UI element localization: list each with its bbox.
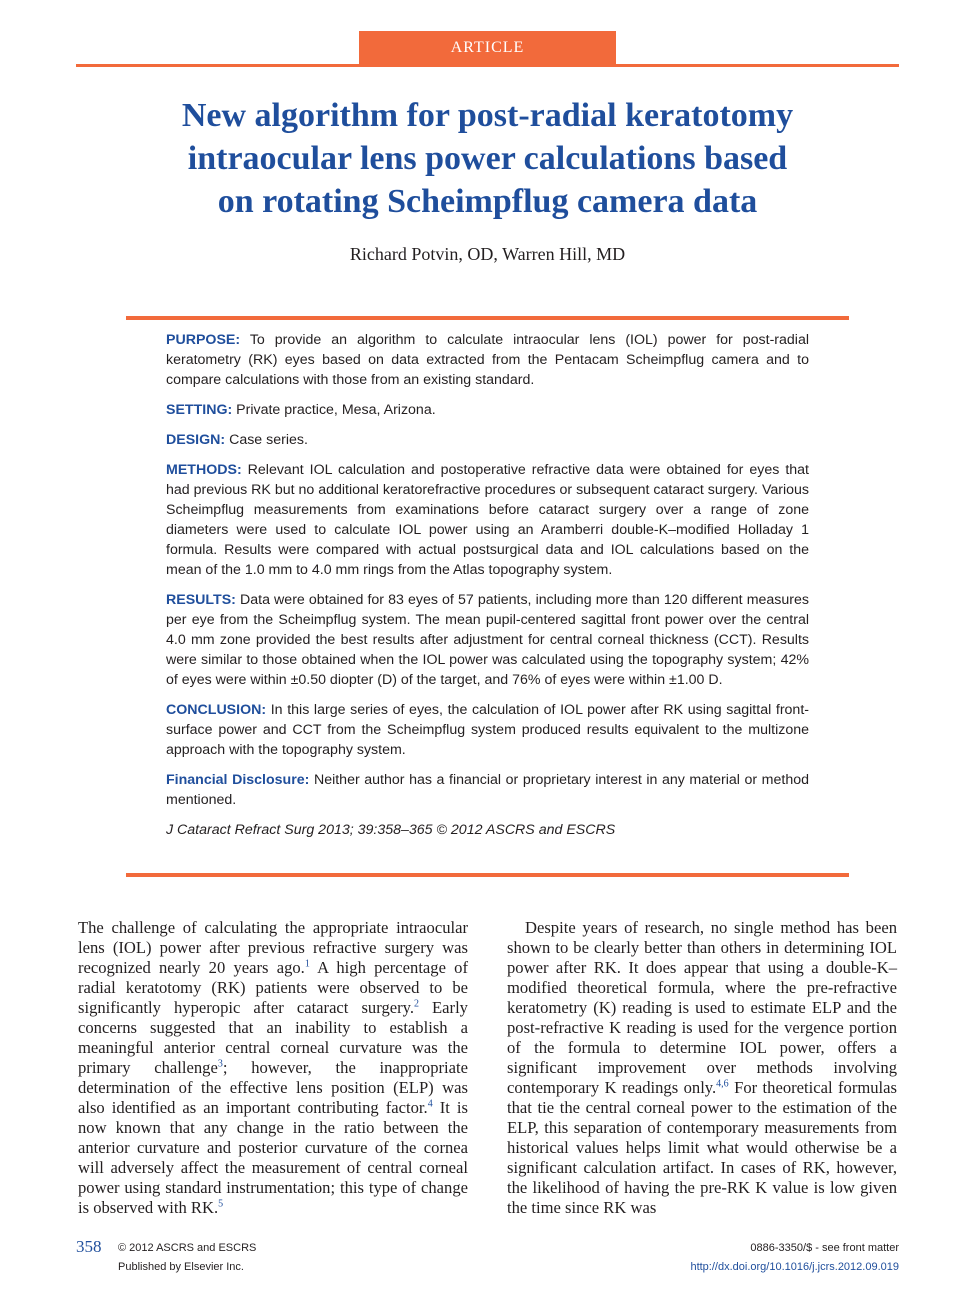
body-paragraph bbox=[78, 918, 468, 1218]
citation-ref[interactable]: 1 bbox=[304, 958, 310, 970]
abstract-disclosure bbox=[166, 770, 809, 810]
body-text: It is now known that any change in the ratio between the anterior curvature and posterior curvature of the cornea will adversely affect the measurement of central corneal power using standard instrumentation; this type of change is observed with RK. bbox=[78, 1098, 468, 1217]
section-label: METHODS: bbox=[166, 462, 242, 478]
body-text: ; however, the inappropriate determination of the effective lens position (ELP) was also identified as an important contributing factor. bbox=[78, 1058, 469, 1117]
section-label: Financial Disclosure: bbox=[166, 772, 310, 788]
abstract-conclusion bbox=[166, 700, 809, 760]
citation-ref[interactable]: 2 bbox=[414, 998, 419, 1010]
body-text: A high percentage of radial keratotomy (RK) patients were observed to be significantly hyperopic after cataract surgery. bbox=[78, 958, 468, 1017]
section-label: PURPOSE: bbox=[166, 332, 241, 348]
abstract-design bbox=[166, 430, 809, 450]
footer-issn: 0886-3350/$ - see front matter bbox=[750, 1242, 899, 1254]
body-text: For theoretical formulas that tie the central corneal power to the estimation of the ELP, this separation of contemporary measurements from historical values helps limit what would otherwise be a significant calculation artifact. In cases of RK, however, the likelihood of having the pre-RK K value is low given the time since RK was bbox=[507, 1078, 897, 1217]
abstract-top-rule bbox=[126, 316, 849, 320]
body-text: The challenge of calculating the appropriate intraocular lens (IOL) power after previous refractive surgery was recognized nearly 20 years ago. bbox=[78, 918, 468, 977]
author-list: Richard Potvin, OD, Warren Hill, MD bbox=[349, 244, 626, 264]
section-text: Case series. bbox=[225, 432, 308, 448]
abstract-bottom-rule bbox=[126, 873, 849, 877]
article-type-tab bbox=[359, 31, 616, 65]
section-text: To provide an algorithm to calculate intraocular lens (IOL) power for post-radial keratometry (RK) eyes based on data extracted from the Pentacam Scheimpflug camera and to compare calculations with those from an existing standard. bbox=[166, 332, 809, 388]
header-rule bbox=[76, 64, 899, 67]
footer-doi-link[interactable]: http://dx.doi.org/10.1016/j.jcrs.2012.09.019 bbox=[690, 1261, 899, 1273]
section-label: SETTING: bbox=[166, 402, 233, 418]
title-line: on rotating Scheimpflug camera data bbox=[217, 183, 758, 220]
citation-ref[interactable]: 4 bbox=[427, 1098, 433, 1110]
body-text: Despite years of research, no single method has been shown to be clearly better than others in determining IOL power after RK. It does appear that using a double-K–modified theoretical formula, where the pre-refractive keratometry (K) reading is used to estimate ELP and the post-refractive K reading is used for the vergence portion of the formula to determine IOL power, offers a significant improvement over methods involving contemporary K readings only. bbox=[507, 918, 897, 1097]
section-label: CONCLUSION: bbox=[166, 702, 267, 718]
abstract-setting bbox=[166, 400, 809, 420]
journal-citation: J Cataract Refract Surg 2013; 39:358–365 © 2012 ASCRS and ESCRS bbox=[166, 822, 616, 838]
section-text: Neither author has a financial or proprietary interest in any material or method mentioned. bbox=[166, 772, 809, 808]
body-column-left bbox=[78, 918, 468, 1218]
section-text: Data were obtained for 83 eyes of 57 patients, including more than 120 different measures per eye from the Scheimpflug system. The mean pupil-centered sagittal front power over the central 4.0 mm zone provided the best results after adjustment for central corneal thickness (CCT). Results were similar to those obtained when the IOL power was calculated using the topography system; 42% of eyes were within ±0.50 diopter (D) of the target, and 76% of eyes were within ±1.00 D. bbox=[166, 592, 809, 688]
article-type-label: ARTICLE bbox=[450, 39, 525, 56]
abstract-results bbox=[166, 590, 809, 690]
abstract bbox=[166, 330, 809, 850]
abstract-purpose bbox=[166, 330, 809, 390]
footer-publisher: Published by Elsevier Inc. bbox=[118, 1261, 244, 1273]
title-line: New algorithm for post-radial keratotomy bbox=[181, 97, 794, 134]
section-text: Private practice, Mesa, Arizona. bbox=[232, 402, 436, 418]
body-text: Early concerns suggested that an inability to establish a meaningful anterior central corneal curvature was the primary challenge bbox=[78, 998, 468, 1077]
title-line: intraocular lens power calculations based bbox=[187, 140, 788, 177]
citation-ref[interactable]: 5 bbox=[218, 1198, 224, 1210]
body-column-right bbox=[507, 918, 897, 1218]
citation-ref[interactable]: 4,6 bbox=[716, 1078, 729, 1090]
section-text: In this large series of eyes, the calculation of IOL power after RK using sagittal front-surface power and CCT from the Scheimpflug system produced results equivalent to the multizone approach with the topography system. bbox=[166, 702, 809, 758]
footer-copyright: © 2012 ASCRS and ESCRS bbox=[118, 1242, 257, 1254]
section-text: Relevant IOL calculation and postoperative refractive data were obtained for eyes that had previous RK but no additional keratorefractive procedures or subsequent cataract surgery. Various Scheimpflug measurements from examinations before cataract surgery over a range of zone diameters were used to calculate IOL power using an Aramberri double-K–modified Holladay 1 formula. Results were compared with actual postsurgical data and IOL calculations based on the mean of the 1.0 mm to 4.0 mm rings from the Atlas topography system. bbox=[166, 462, 809, 578]
page-number: 358 bbox=[76, 1237, 102, 1256]
body-paragraph bbox=[507, 918, 897, 1218]
section-label: DESIGN: bbox=[166, 432, 226, 448]
citation-ref[interactable]: 3 bbox=[217, 1058, 223, 1070]
section-label: RESULTS: bbox=[166, 592, 236, 608]
article-title bbox=[76, 94, 899, 223]
abstract-methods bbox=[166, 460, 809, 580]
